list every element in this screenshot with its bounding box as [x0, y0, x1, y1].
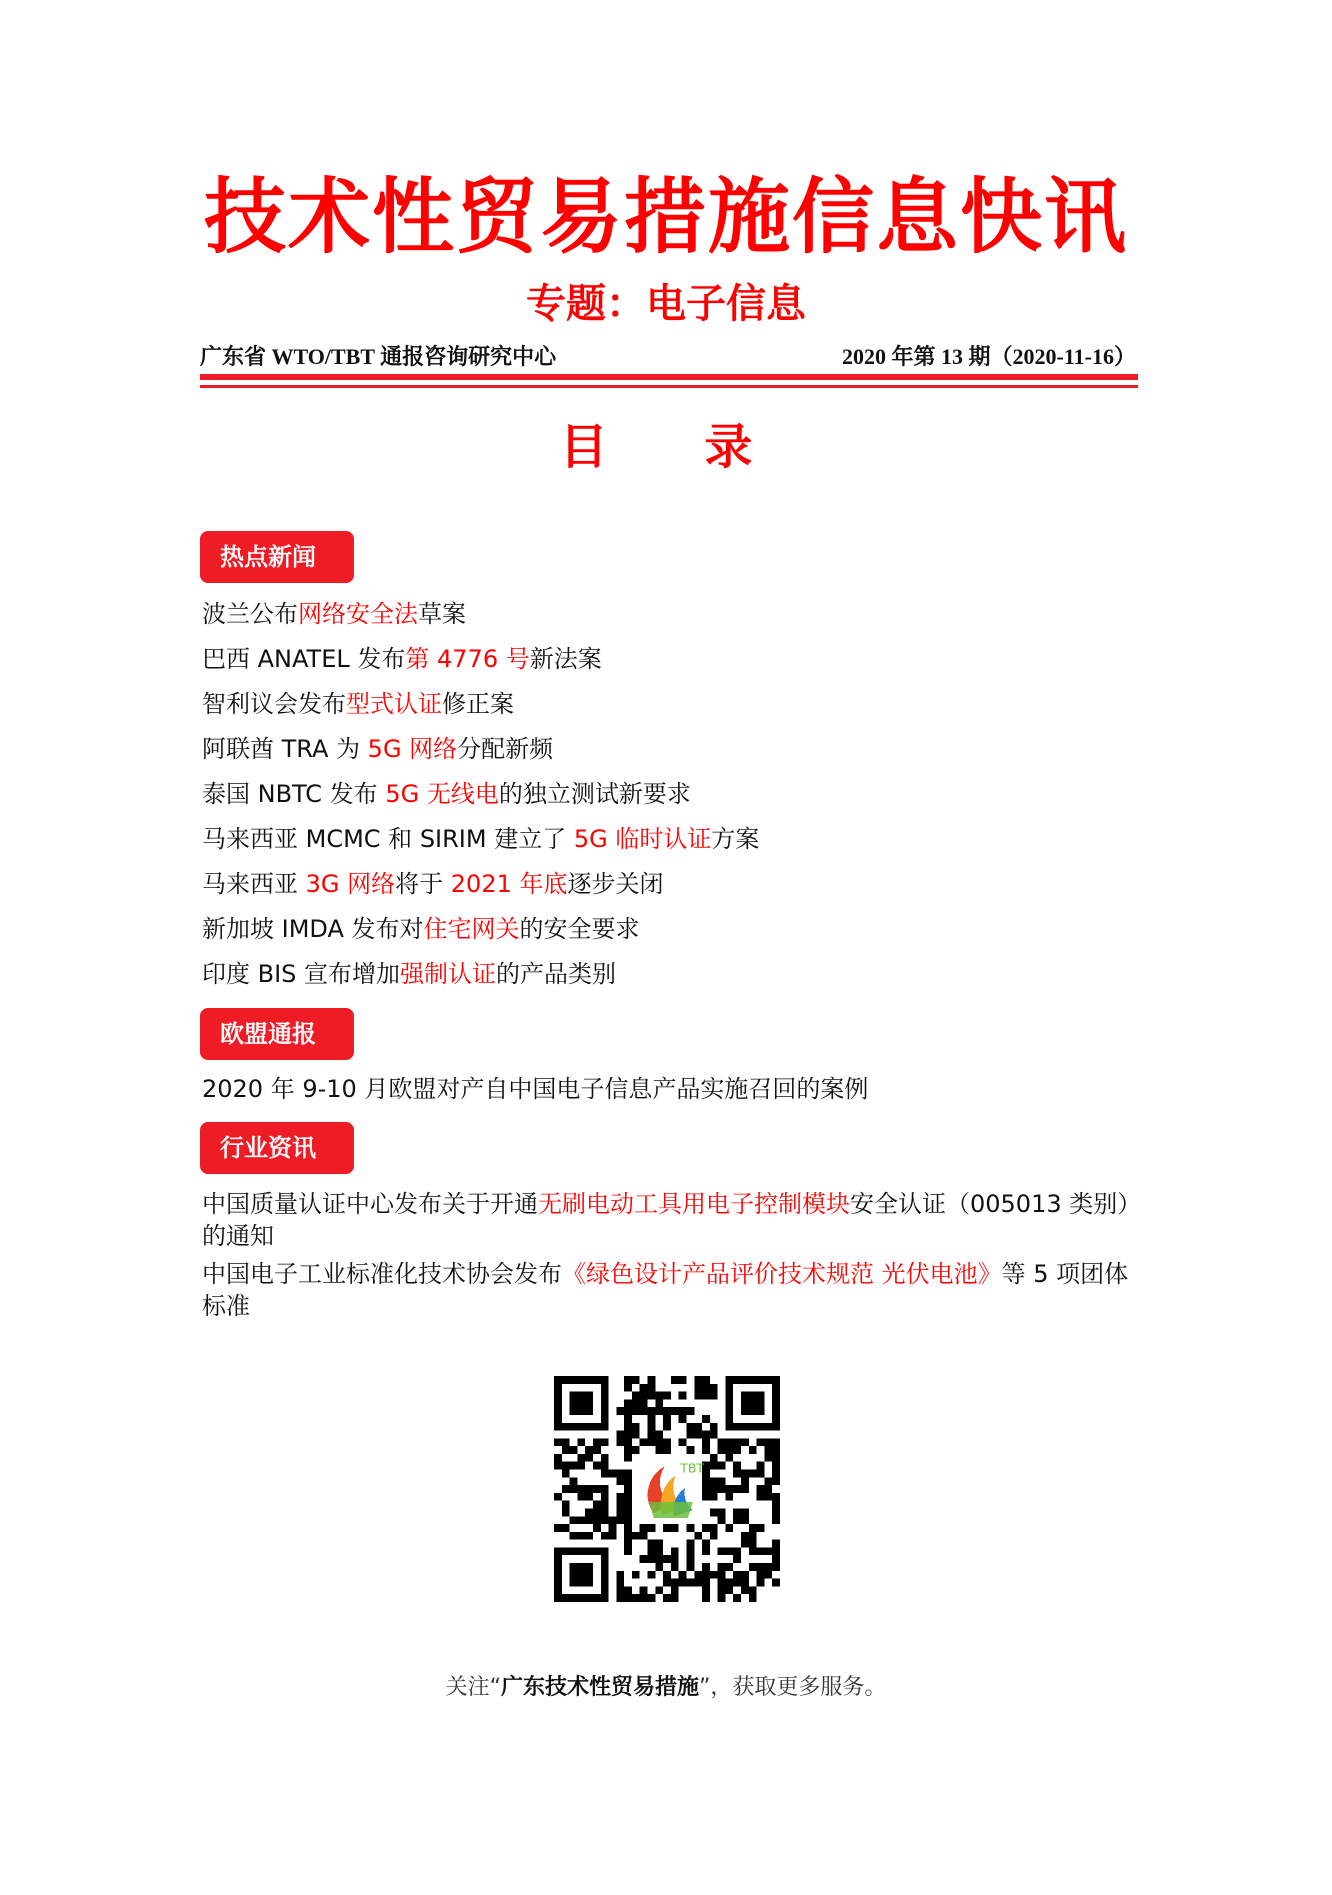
- item-text: 中国电子工业标准化技术协会发布: [202, 1260, 562, 1288]
- item-keyword: 5G 临时认证: [573, 825, 712, 853]
- header-divider-thick: [200, 374, 1138, 380]
- newsletter-title: 技术性贸易措施信息快讯: [203, 170, 1128, 265]
- section-badge-eu-notification: 欧盟通报: [200, 1008, 354, 1060]
- wechat-qr-code[interactable]: [554, 1376, 780, 1602]
- toc-item[interactable]: [202, 913, 1142, 945]
- toc-item[interactable]: [202, 1258, 1142, 1322]
- item-keyword: 强制认证: [400, 960, 497, 988]
- item-text: 安全认证（005013 类别）的通知: [202, 1190, 1142, 1250]
- item-text: 分配新频: [457, 735, 554, 763]
- item-keyword: 《绿色设计产品评价技术规范 光伏电池》: [562, 1260, 1002, 1288]
- item-text: 马来西亚 MCMC 和 SIRIM 建立了: [202, 825, 574, 853]
- item-keyword: 5G 无线电: [385, 780, 499, 808]
- item-text: 方案: [711, 825, 760, 853]
- item-text: 草案: [418, 600, 466, 628]
- section-badge-industry-news: 行业资讯: [200, 1122, 354, 1174]
- item-keyword: 网络安全法: [298, 600, 418, 628]
- item-text: 修正案: [442, 690, 514, 718]
- item-keyword: 住宅网关: [423, 915, 520, 943]
- item-text: 新法案: [529, 645, 602, 673]
- item-keyword: 第 4776 号: [405, 645, 530, 673]
- item-keyword: 3G 网络: [305, 870, 396, 898]
- item-keyword: 2021 年底: [450, 870, 568, 898]
- item-text: 等 5 项团体标准: [202, 1260, 1129, 1320]
- item-text: 新加坡 IMDA 发布对: [202, 915, 424, 943]
- section-badge-hot-news: 热点新闻: [200, 531, 354, 583]
- item-text: 印度 BIS 宣布增加: [202, 960, 401, 988]
- toc-item[interactable]: [202, 1073, 1142, 1105]
- item-text: 波兰公布: [202, 600, 298, 628]
- item-keyword: 型式认证: [346, 690, 442, 718]
- toc-item[interactable]: [202, 688, 1142, 720]
- footer-text: ”，获取更多服务。: [699, 1675, 887, 1700]
- item-text: 的安全要求: [519, 915, 640, 943]
- item-text: 阿联酋 TRA 为: [202, 735, 368, 763]
- item-text: 智利议会发布: [202, 690, 346, 718]
- item-text: 马来西亚: [202, 870, 306, 898]
- toc-item[interactable]: [202, 958, 1142, 990]
- follow-footer: [0, 1670, 1332, 1701]
- item-keyword: 无刷电动工具用电子控制模块: [538, 1190, 850, 1218]
- toc-item[interactable]: [202, 733, 1142, 765]
- publisher-name: 广东省 WTO/TBT 通报咨询研究中心: [200, 344, 557, 369]
- item-keyword: 5G 网络: [367, 735, 458, 763]
- header-divider-thin: [200, 385, 1138, 388]
- svg-text:TBT: TBT: [680, 1460, 705, 1476]
- item-text: 的产品类别: [496, 960, 617, 988]
- item-text: 逐步关闭: [567, 870, 664, 898]
- topic-subtitle: 专题：电子信息: [526, 281, 806, 327]
- item-text: 巴西 ANATEL 发布: [202, 645, 406, 673]
- item-text: 2020 年 9-10 月欧盟对产自中国电子信息产品实施召回的案例: [202, 1075, 869, 1103]
- item-text: 中国质量认证中心发布关于开通: [202, 1190, 538, 1218]
- toc-item[interactable]: [202, 778, 1142, 810]
- footer-text: 关注“: [445, 1675, 501, 1700]
- account-name: 广东技术性贸易措施: [500, 1675, 699, 1700]
- toc-item[interactable]: [202, 868, 1142, 900]
- toc-heading: 目 录: [559, 419, 793, 475]
- item-text: 的独立测试新要求: [498, 780, 691, 808]
- toc-item[interactable]: [202, 1188, 1142, 1252]
- issue-info: 2020 年第 13 期（2020-11-16）: [842, 344, 1136, 369]
- item-text: 将于: [395, 870, 451, 898]
- toc-item[interactable]: [202, 823, 1142, 855]
- toc-item[interactable]: [202, 598, 1142, 630]
- toc-item[interactable]: [202, 643, 1142, 675]
- item-text: 泰国 NBTC 发布: [202, 780, 386, 808]
